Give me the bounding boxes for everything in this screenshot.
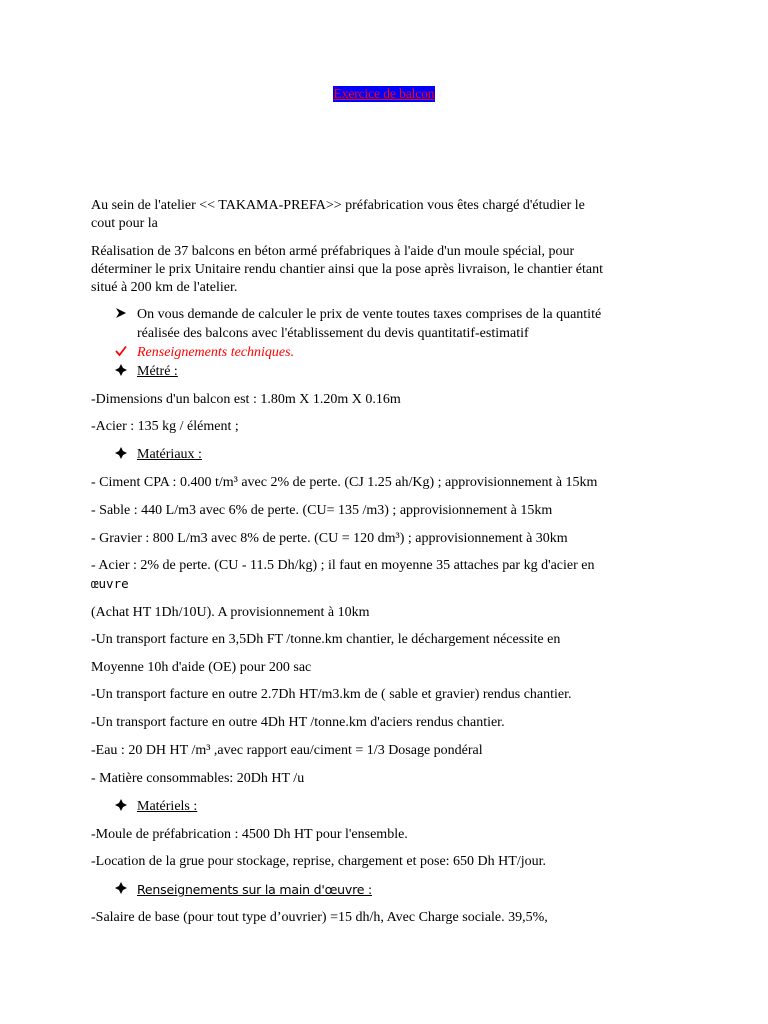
- document-title-wrap: [0, 86, 768, 103]
- renseignements-techniques-bullet: [115, 344, 675, 363]
- arrow-bullet-icon: [115, 306, 133, 325]
- materiaux-acier-line-1: - Acier : 2% de perte. (CU - 11.5 Dh/kg) ; il faut en moyenne 35 attaches par kg d'acier en: [91, 558, 595, 573]
- materiaux-ciment: - Ciment CPA : 0.400 t/m³ avec 2% de perte. (CJ 1.25 ah/Kg) ; approvisionnement à 15km: [91, 475, 598, 490]
- materiels-grue: -Location de la grue pour stockage, reprise, chargement et pose: 650 Dh HT/jour.: [91, 854, 546, 869]
- materiaux-transport-3: -Un transport facture en outre 4Dh HT /tonne.km d'aciers rendus chantier.: [91, 715, 505, 730]
- four-diamond-bullet-icon: [115, 881, 133, 900]
- four-diamond-bullet-icon: [115, 363, 133, 382]
- materiaux-sable: - Sable : 440 L/m3 avec 6% de perte. (CU= 135 /m3) ; approvisionnement à 15km: [91, 503, 553, 518]
- checkmark-icon: [115, 344, 133, 363]
- metre-heading-bullet: [115, 363, 675, 382]
- task-line-1: On vous demande de calculer le prix de vente toutes taxes comprises de la quantité: [137, 307, 602, 322]
- metre-dimensions: -Dimensions d'un balcon est : 1.80m X 1.20m X 0.16m: [91, 392, 401, 407]
- main-oeuvre-heading: Renseignements sur la main d'œuvre :: [137, 882, 373, 897]
- materiaux-transport-1-line-1: -Un transport facture en 3,5Dh FT /tonne.km chantier, le déchargement nécessite en: [91, 632, 561, 647]
- metre-acier: -Acier : 135 kg / élément ;: [91, 419, 239, 434]
- materiaux-eau: -Eau : 20 DH HT /m³ ,avec rapport eau/ciment = 1/3 Dosage pondéral: [91, 743, 483, 758]
- task-bullet: [115, 306, 675, 343]
- document-title: Exercice de balcon: [333, 86, 435, 101]
- materiaux-achat: (Achat HT 1Dh/10U). A provisionnement à 10km: [91, 605, 370, 620]
- realisation-line-1: Réalisation de 37 balcons en béton armé préfabriques à l'aide d'un moule spécial, pour: [91, 244, 575, 259]
- main-oeuvre-salaire: -Salaire de base (pour tout type d’ouvrier) =15 dh/h, Avec Charge sociale. 39,5%,: [91, 910, 548, 925]
- materiaux-heading: Matériaux :: [137, 447, 202, 462]
- materiaux-transport-1-line-2: Moyenne 10h d'aide (OE) pour 200 sac: [91, 660, 312, 675]
- main-oeuvre-heading-bullet: [115, 881, 675, 900]
- materiaux-heading-bullet: [115, 446, 675, 465]
- renseignements-techniques: Renseignements techniques.: [137, 345, 295, 360]
- intro-line-2: cout pour la: [91, 216, 158, 231]
- materiaux-gravier: - Gravier : 800 L/m3 avec 8% de perte. (CU = 120 dm³) ; approvisionnement à 30km: [91, 531, 568, 546]
- materiels-heading: Matériels :: [137, 799, 198, 814]
- four-diamond-bullet-icon: [115, 446, 133, 465]
- realisation-line-3: situé à 200 km de l'atelier.: [91, 280, 238, 295]
- four-diamond-bullet-icon: [115, 798, 133, 817]
- task-line-2: réalisée des balcons avec l'établissement du devis quantitatif-estimatif: [137, 325, 529, 341]
- realisation-line-2: déterminer le prix Unitaire rendu chantier ainsi que la pose après livraison, le chantier étant: [91, 262, 603, 277]
- metre-heading: Métré :: [137, 364, 178, 379]
- materiels-heading-bullet: [115, 798, 675, 817]
- materiels-moule: -Moule de préfabrication : 4500 Dh HT pour l'ensemble.: [91, 827, 408, 842]
- materiaux-matiere: - Matière consommables: 20Dh HT /u: [91, 771, 305, 786]
- intro-line-1: Au sein de l'atelier << TAKAMA-PREFA>> préfabrication vous êtes chargé d'étudier le: [91, 198, 585, 213]
- materiaux-transport-2: -Un transport facture en outre 2.7Dh HT/m3.km de ( sable et gravier) rendus chantier.: [91, 687, 572, 702]
- materiaux-acier-line-2: œuvre: [91, 576, 129, 591]
